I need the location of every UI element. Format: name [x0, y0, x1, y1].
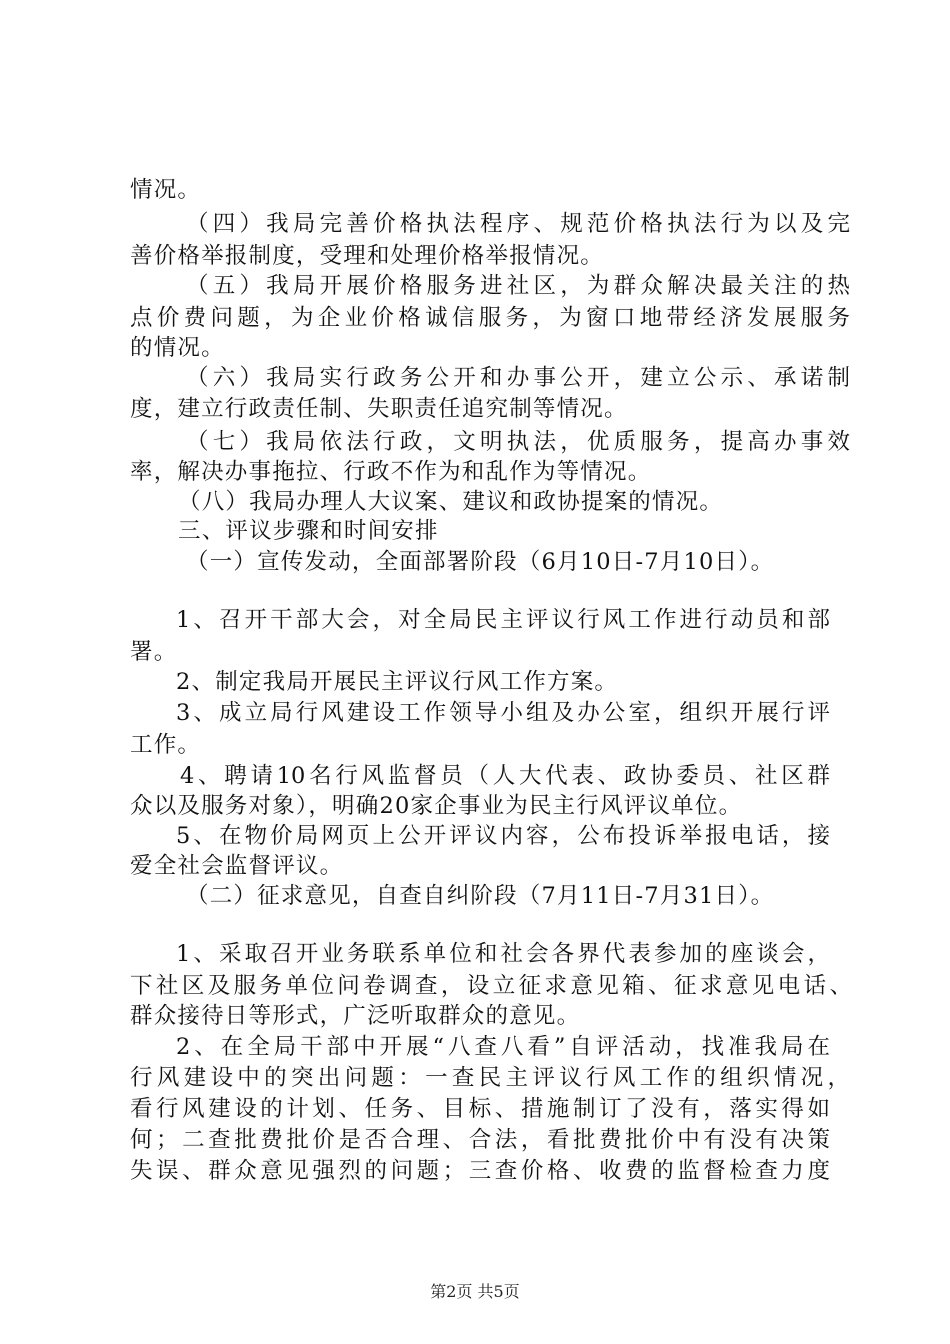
text-line: （六）我局实行政务公开和办事公开，建立公示、承诺制 [186, 365, 850, 391]
text-line: 情况。 [130, 177, 202, 203]
text-line: 署。 [130, 639, 178, 665]
text-line: 下社区及服务单位问卷调查，设立征求意见箱、征求意见电话、 [130, 973, 852, 999]
text-line: 看行风建设的计划、任务、目标、措施制订了没有，落实得如 [130, 1096, 830, 1122]
text-line: 群众接待日等形式，广泛听取群众的意见。 [130, 1003, 581, 1029]
text-line: （七）我局依法行政，文明执法，优质服务，提高办事效 [186, 429, 850, 455]
text-line: 失误、群众意见强烈的问题；三查价格、收费的监督检查力度 [130, 1158, 830, 1184]
text-line: 1、采取召开业务联系单位和社会各界代表参加的座谈会， [176, 941, 830, 967]
text-line: 爱全社会监督评议。 [130, 853, 344, 879]
text-line: 率，解决办事拖拉、行政不作为和乱作为等情况。 [130, 459, 652, 485]
text-line: 点价费问题，为企业价格诚信服务，为窗口地带经济发展服务 [130, 305, 850, 331]
text-line: 2、制定我局开展民主评议行风工作方案。 [176, 669, 619, 695]
text-line: 众以及服务对象），明确20家企事业为民主行风评议单位。 [130, 793, 743, 819]
text-line: 善价格举报制度，受理和处理价格举报情况。 [130, 243, 605, 269]
text-line: 的情况。 [130, 335, 225, 361]
subsection-heading: （二）征求意见，自查自纠阶段（7月11日-7月31日）。 [186, 883, 775, 909]
text-line: 何；二查批费批价是否合理、合法，看批费批价中有没有决策 [130, 1127, 830, 1153]
text-line: 度，建立行政责任制、失职责任追究制等情况。 [130, 396, 628, 422]
text-line: 2、在全局干部中开展“八查八看”自评活动，找准我局在 [176, 1034, 830, 1060]
page-number-footer: 第2页 共5页 [430, 1282, 520, 1301]
text-line: （四）我局完善价格执法程序、规范价格执法行为以及完 [186, 211, 850, 237]
text-line: 1、召开干部大会，对全局民主评议行风工作进行动员和部 [176, 607, 830, 633]
text-line: 5、在物价局网页上公开评议内容，公布投诉举报电话，接 [176, 823, 830, 849]
text-line: （五）我局开展价格服务进社区，为群众解决最关注的热 [186, 273, 850, 299]
text-line: 3、成立局行风建设工作领导小组及办公室，组织开展行评 [176, 700, 830, 726]
text-line: 行风建设中的突出问题：一查民主评议行风工作的组织情况， [130, 1065, 850, 1091]
text-line: 4、聘请10名行风监督员（人大代表、政协委员、社区群 [180, 763, 830, 789]
text-line: （八）我局办理人大议案、建议和政协提案的情况。 [178, 489, 724, 515]
text-line: 工作。 [130, 732, 202, 758]
subsection-heading: （一）宣传发动，全面部署阶段（6月10日-7月10日）。 [186, 549, 775, 575]
section-heading: 三、评议步骤和时间安排 [178, 518, 439, 544]
